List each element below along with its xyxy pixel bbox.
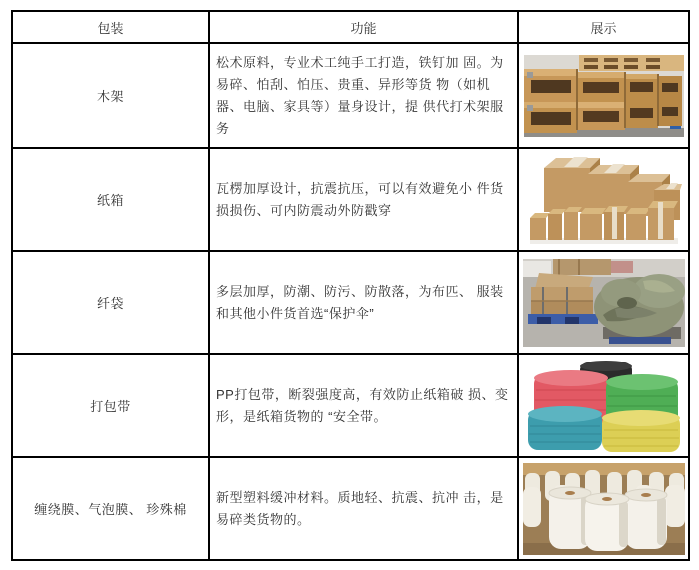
woven-bags-photo <box>523 259 685 347</box>
table-row <box>12 251 689 354</box>
header-row <box>12 11 689 43</box>
packaging-cell: 缠绕膜、气泡膜、 珍殊棉 <box>12 457 209 560</box>
function-cell: 松术原料，专业术工纯手工打造，铁钉加 固。为易碎、怕刮、怕压、贵重、异形等货 物（如机器、电脑、家具等）量身设计，提 供代打术架服务 <box>209 43 518 148</box>
function-cell: PP打包带，断裂强度高，有效防止纸箱破 损、变形，是纸箱货物的 “安全带。 <box>209 354 518 457</box>
display-cell <box>518 43 689 148</box>
function-cell: 瓦楞加厚设计，抗震抗压，可以有效避免小 件货损损伤、可内防震动外防戳穿 <box>209 148 518 251</box>
packaging-cell: 纸箱 <box>12 148 209 251</box>
table-row <box>12 148 689 251</box>
packaging-cell: 打包带 <box>12 354 209 457</box>
display-cell <box>518 251 689 354</box>
display-cell <box>518 148 689 251</box>
table-header <box>12 11 689 43</box>
display-cell <box>518 457 689 560</box>
packaging-cell: 纤袋 <box>12 251 209 354</box>
header-function: 功能 <box>209 11 518 43</box>
packaging-cell: 木架 <box>12 43 209 148</box>
header-display: 展示 <box>518 11 689 43</box>
stretch-film-rolls-photo <box>523 463 685 555</box>
wooden-crates-photo <box>524 55 684 137</box>
cardboard-boxes-photo <box>526 152 682 247</box>
display-cell <box>518 354 689 457</box>
table-row <box>12 354 689 457</box>
function-cell: 新型塑料缓冲材料。质地轻、抗震、抗冲 击，是易碎类货物的。 <box>209 457 518 560</box>
header-packaging: 包装 <box>12 11 209 43</box>
table-row <box>12 457 689 560</box>
function-cell: 多层加厚，防潮、防污、防散落，为布匹、 服装和其他小件货首选“保护伞” <box>209 251 518 354</box>
strapping-rolls-photo <box>528 360 680 452</box>
packaging-table <box>11 10 690 561</box>
table-row <box>12 43 689 148</box>
